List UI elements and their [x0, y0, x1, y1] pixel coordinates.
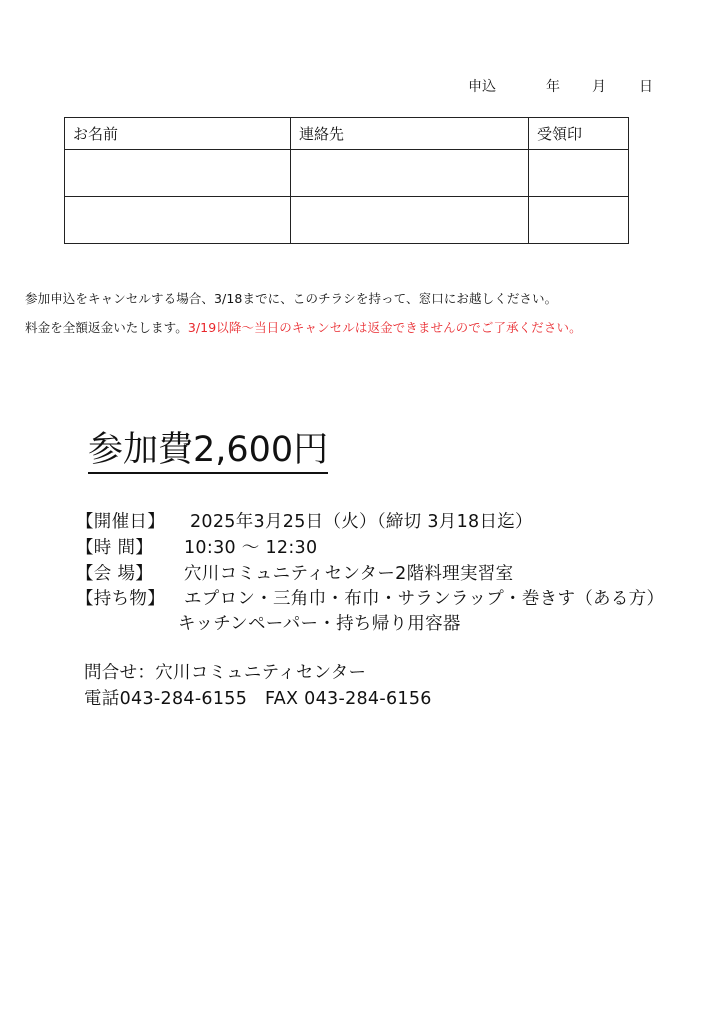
day-label: 日 [639, 79, 653, 95]
phone-fax-line: 電話043-284-6155 FAX 043-284-6156 [84, 689, 432, 709]
contact-cell [291, 150, 529, 197]
items-to-bring-continued: キッチンペーパー・持ち帰り用容器 [178, 614, 461, 634]
header-contact: 連絡先 [291, 118, 529, 150]
contact-cell [291, 197, 529, 244]
event-time-value: 10:30 ～ 12:30 [184, 538, 318, 558]
application-label: 申込 [468, 79, 496, 95]
event-date-value: 2025年3月25日（火）（締切 3月18日迄） [190, 512, 533, 532]
items-to-bring-row [76, 585, 664, 610]
event-venue-key: 【会 場】 [76, 564, 154, 584]
event-time-key: 【時 間】 [76, 538, 154, 558]
application-date-line [468, 76, 653, 96]
event-date-key: 【開催日】 [76, 512, 165, 532]
table-header-row [65, 118, 629, 150]
month-label: 月 [592, 79, 606, 95]
name-cell [65, 150, 291, 197]
header-name: お名前 [65, 118, 291, 150]
stamp-cell [529, 197, 629, 244]
items-to-bring-key: 【持ち物】 [76, 589, 165, 609]
cancellation-notice-line1: 参加申込をキャンセルする場合、3/18までに、このチラシを持って、窓口にお越しください。 [25, 291, 558, 306]
refund-text: 料金を全額返金いたします。 [25, 320, 188, 335]
year-label: 年 [546, 79, 560, 95]
participation-fee-heading: 参加費2,600円 [88, 430, 328, 474]
event-venue-value: 穴川コミュニティセンター2階料理実習室 [184, 564, 514, 584]
items-to-bring-value: エプロン・三角巾・布巾・サランラップ・巻きす（ある方） [184, 589, 665, 609]
inquiry-line: 問合せ：穴川コミュニティセンター [84, 663, 367, 683]
table-row [65, 197, 629, 244]
table-row [65, 150, 629, 197]
event-time-row [76, 534, 317, 559]
header-receipt-stamp: 受領印 [529, 118, 629, 150]
cancellation-notice-line2 [25, 318, 582, 336]
stamp-cell [529, 150, 629, 197]
name-cell [65, 197, 291, 244]
event-venue-row [76, 560, 513, 585]
no-refund-warning: 3/19以降～当日のキャンセルは返金できませんのでご了承ください。 [187, 320, 582, 335]
event-date-row [76, 508, 533, 533]
registration-table [64, 117, 629, 244]
